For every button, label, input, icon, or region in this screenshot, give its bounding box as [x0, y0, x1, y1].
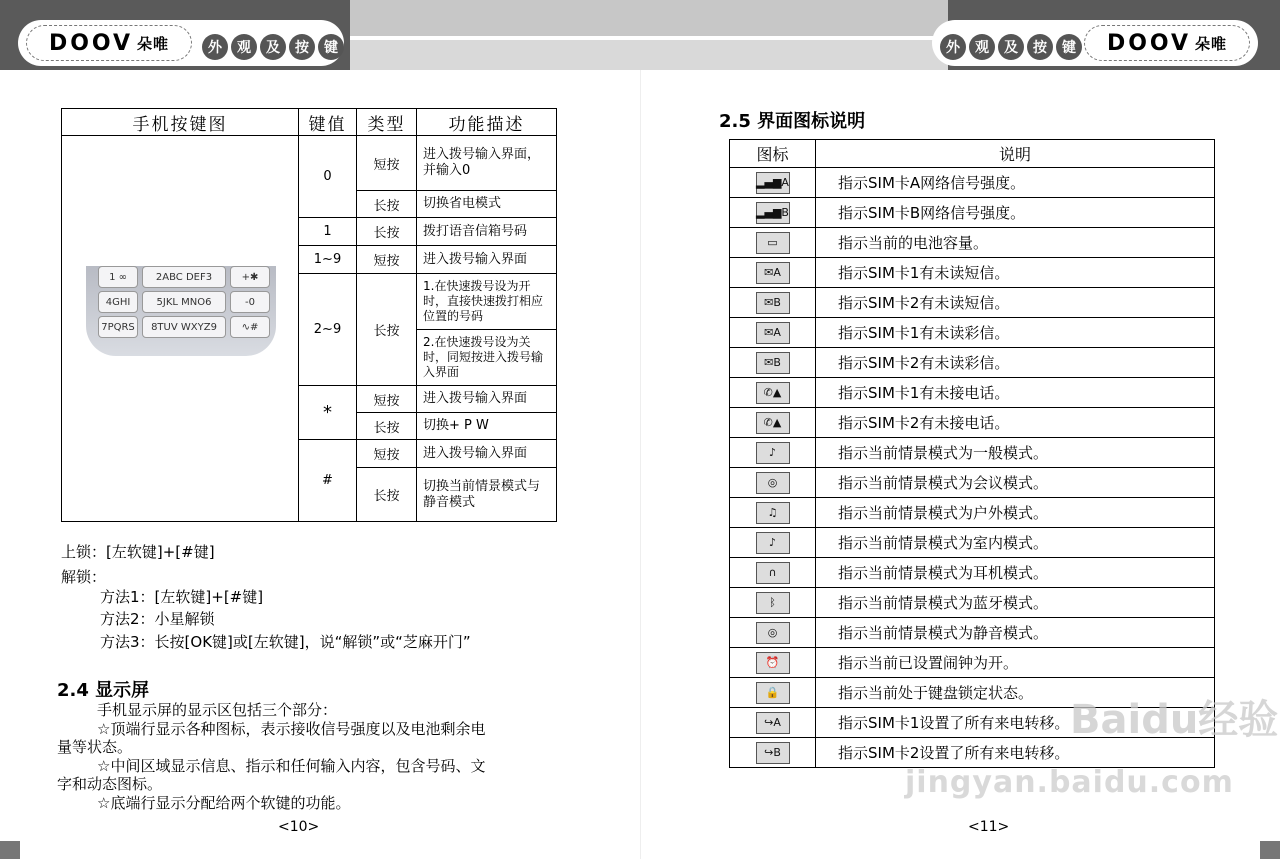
icon-row — [730, 348, 1215, 378]
phone-key: 5JKL MNO6 — [142, 291, 226, 313]
key-desc: 进入拨号输入界面 — [417, 246, 557, 274]
section-24-line: ☆底端行显示分配给两个软键的功能。 — [97, 794, 351, 812]
icon-cell — [730, 648, 816, 678]
icon-row — [730, 648, 1215, 678]
icon-row — [730, 468, 1215, 498]
section-char: 及 — [260, 34, 286, 60]
icon-cell — [730, 318, 816, 348]
icon-row — [730, 168, 1215, 198]
icon-desc: 指示当前的电池容量。 — [816, 228, 1215, 258]
icon-desc: 指示当前情景模式为室内模式。 — [816, 528, 1215, 558]
section-char: 键 — [1056, 34, 1082, 60]
key-desc: 进入拨号输入界面 — [417, 386, 557, 413]
icon-cell — [730, 228, 816, 258]
section-24-title: 2.4 显示屏 — [57, 680, 150, 701]
key-desc: 切换省电模式 — [417, 191, 557, 218]
key-desc: 2.在快速拨号设为关时，同短按进入拨号输入界面 — [417, 330, 557, 386]
icon-cell — [730, 348, 816, 378]
unlock-method: 方法3：长按[OK键]或[左软键]，说“解锁”或“芝麻开门” — [100, 633, 471, 651]
icon-row — [730, 408, 1215, 438]
icon-desc: 指示SIM卡2有未读彩信。 — [816, 348, 1215, 378]
icon-cell — [730, 708, 816, 738]
section-24-line: 字和动态图标。 — [57, 775, 163, 793]
icon-cell — [730, 378, 816, 408]
alarm-icon: ⏰ — [756, 652, 790, 674]
section-char: 及 — [998, 34, 1024, 60]
key-desc: 切换+ P W — [417, 413, 557, 440]
key-type: 长按 — [357, 274, 417, 386]
icon-row — [730, 378, 1215, 408]
icon-row — [730, 288, 1215, 318]
icon-desc: 指示SIM卡1有未读短信。 — [816, 258, 1215, 288]
profile-silent-icon: ◎ — [756, 622, 790, 644]
icon-cell — [730, 738, 816, 768]
col-header-key: 键值 — [299, 109, 357, 136]
watermark-url: jingyan.baidu.com — [905, 765, 1234, 800]
header-center-band-lower — [332, 40, 948, 70]
icon-desc: 指示当前已设置闹钟为开。 — [816, 648, 1215, 678]
col-header-desc: 功能描述 — [417, 109, 557, 136]
col-header-description: 说明 — [816, 140, 1215, 168]
keypad-grid — [98, 266, 270, 338]
icon-desc: 指示SIM卡1设置了所有来电转移。 — [816, 708, 1215, 738]
icon-desc: 指示SIM卡2有未读短信。 — [816, 288, 1215, 318]
key-value: * — [299, 386, 357, 440]
key-type: 短按 — [357, 440, 417, 468]
icon-desc: 指示当前情景模式为一般模式。 — [816, 438, 1215, 468]
footer-band-right — [1260, 841, 1280, 859]
icon-cell — [730, 558, 816, 588]
icon-desc: 指示当前情景模式为静音模式。 — [816, 618, 1215, 648]
key-value: 1~9 — [299, 246, 357, 274]
mms-a-icon: ✉A — [756, 322, 790, 344]
key-type: 短按 — [357, 386, 417, 413]
icon-desc: 指示当前情景模式为户外模式。 — [816, 498, 1215, 528]
key-desc: 1.在快速拨号设为开时，直接快速拨打相应位置的号码 — [417, 274, 557, 330]
icon-row — [730, 438, 1215, 468]
call-forward-b-icon: ↪B — [756, 742, 790, 764]
phone-key: 4GHI — [98, 291, 138, 313]
section-24-line: 量等状态。 — [57, 738, 133, 756]
profile-headset-icon: ∩ — [756, 562, 790, 584]
keypad-lock-icon: 🔒 — [756, 682, 790, 704]
icon-row — [730, 528, 1215, 558]
icon-description-table — [729, 139, 1215, 768]
unlock-method: 方法2：小星解锁 — [100, 610, 215, 628]
icon-desc: 指示SIM卡A网络信号强度。 — [816, 168, 1215, 198]
phone-key: 7PQRS — [98, 316, 138, 338]
phone-keypad-image — [86, 266, 276, 356]
icon-desc: 指示当前情景模式为蓝牙模式。 — [816, 588, 1215, 618]
brand-name-cn: 朵唯 — [1195, 34, 1228, 53]
icon-cell — [730, 468, 816, 498]
brand-name-cn: 朵唯 — [137, 34, 170, 53]
icon-desc: 指示SIM卡2有未接电话。 — [816, 408, 1215, 438]
key-desc: 拨打语音信箱号码 — [417, 218, 557, 246]
signal-b-icon: ▂▄▆B — [756, 202, 790, 224]
phone-key: 8TUV WXYZ9 — [142, 316, 226, 338]
profile-meeting-icon: ◎ — [756, 472, 790, 494]
col-header-keymap: 手机按键图 — [62, 109, 299, 136]
unlock-title: 解锁： — [61, 568, 107, 586]
icon-table-body — [730, 168, 1215, 768]
sms-a-icon: ✉A — [756, 262, 790, 284]
icon-cell — [730, 528, 816, 558]
icon-row — [730, 588, 1215, 618]
key-value: 0 — [299, 136, 357, 218]
icon-desc: 指示当前情景模式为会议模式。 — [816, 468, 1215, 498]
phone-key: 2ABC DEF3 — [142, 266, 226, 288]
icon-row — [730, 258, 1215, 288]
section-char: 键 — [318, 34, 344, 60]
icon-cell — [730, 498, 816, 528]
icon-cell — [730, 678, 816, 708]
icon-desc: 指示SIM卡B网络信号强度。 — [816, 198, 1215, 228]
watermark-brand: Baidu经验 — [1070, 697, 1279, 743]
key-desc: 进入拨号输入界面 — [417, 440, 557, 468]
icon-cell — [730, 438, 816, 468]
brand-name: DOOV — [1106, 30, 1192, 56]
section-char: 按 — [1027, 34, 1053, 60]
icon-row — [730, 558, 1215, 588]
section-char: 按 — [289, 34, 315, 60]
key-type: 长按 — [357, 468, 417, 522]
key-type: 长按 — [357, 413, 417, 440]
section-24-line: 手机显示屏的显示区包括三个部分： — [97, 701, 338, 719]
brand-logo-right — [1084, 25, 1250, 61]
phone-key: -0 — [230, 291, 270, 313]
section-24-line: ☆中间区域显示信息、指示和任何输入内容，包含号码、文 — [97, 757, 486, 775]
profile-outdoor-icon: ♫ — [756, 502, 790, 524]
profile-general-icon: ♪ — [756, 442, 790, 464]
brand-logo-left — [26, 25, 192, 61]
key-type: 长按 — [357, 218, 417, 246]
lock-line: 上锁：[左软键]+[#键] — [61, 543, 215, 561]
icon-cell — [730, 288, 816, 318]
phone-key: +✱ — [230, 266, 270, 288]
page-fold — [640, 70, 641, 859]
profile-bluetooth-icon: ᛒ — [756, 592, 790, 614]
key-value: # — [299, 440, 357, 522]
section-char: 观 — [231, 34, 257, 60]
icon-cell — [730, 408, 816, 438]
unlock-method: 方法1：[左软键]+[#键] — [100, 588, 264, 606]
section-25-title: 2.5 界面图标说明 — [719, 111, 866, 132]
header-center-band — [332, 0, 948, 36]
icon-row — [730, 498, 1215, 528]
section-tab-right — [940, 34, 1082, 60]
key-value: 1 — [299, 218, 357, 246]
phone-key: 1 ∞ — [98, 266, 138, 288]
icon-row — [730, 198, 1215, 228]
key-type: 短按 — [357, 246, 417, 274]
section-char: 外 — [202, 34, 228, 60]
mms-b-icon: ✉B — [756, 352, 790, 374]
icon-desc: 指示SIM卡1有未读彩信。 — [816, 318, 1215, 348]
icon-cell — [730, 168, 816, 198]
call-forward-a-icon: ↪A — [756, 712, 790, 734]
icon-cell — [730, 198, 816, 228]
section-24-line: ☆顶端行显示各种图标，表示接收信号强度以及电池剩余电 — [97, 720, 486, 738]
profile-indoor-icon: ♪ — [756, 532, 790, 554]
icon-desc: 指示SIM卡1有未接电话。 — [816, 378, 1215, 408]
section-tab-left — [202, 34, 344, 60]
icon-cell — [730, 588, 816, 618]
icon-cell — [730, 258, 816, 288]
sms-b-icon: ✉B — [756, 292, 790, 314]
battery-icon: ▭ — [756, 232, 790, 254]
phone-key: ∿# — [230, 316, 270, 338]
section-char: 观 — [969, 34, 995, 60]
icon-row — [730, 318, 1215, 348]
key-desc: 切换当前情景模式与静音模式 — [417, 468, 557, 522]
icon-row — [730, 618, 1215, 648]
icon-desc: 指示当前处于键盘锁定状态。 — [816, 678, 1215, 708]
icon-desc: 指示当前情景模式为耳机模式。 — [816, 558, 1215, 588]
key-type: 短按 — [357, 136, 417, 191]
icon-cell — [730, 618, 816, 648]
missed-call-b-icon: ✆▲ — [756, 412, 790, 434]
key-value: 2~9 — [299, 274, 357, 386]
col-header-icon: 图标 — [730, 140, 816, 168]
footer-band-left — [0, 841, 20, 859]
page-number-right: <11> — [968, 819, 1010, 835]
key-type: 长按 — [357, 191, 417, 218]
signal-a-icon: ▂▄▆A — [756, 172, 790, 194]
page-number-left: <10> — [278, 819, 320, 835]
section-char: 外 — [940, 34, 966, 60]
col-header-type: 类型 — [357, 109, 417, 136]
icon-row — [730, 228, 1215, 258]
missed-call-a-icon: ✆▲ — [756, 382, 790, 404]
key-desc: 进入拨号输入界面，并输入0 — [417, 136, 557, 191]
icon-desc: 指示SIM卡2设置了所有来电转移。 — [816, 738, 1215, 768]
brand-name: DOOV — [48, 30, 134, 56]
